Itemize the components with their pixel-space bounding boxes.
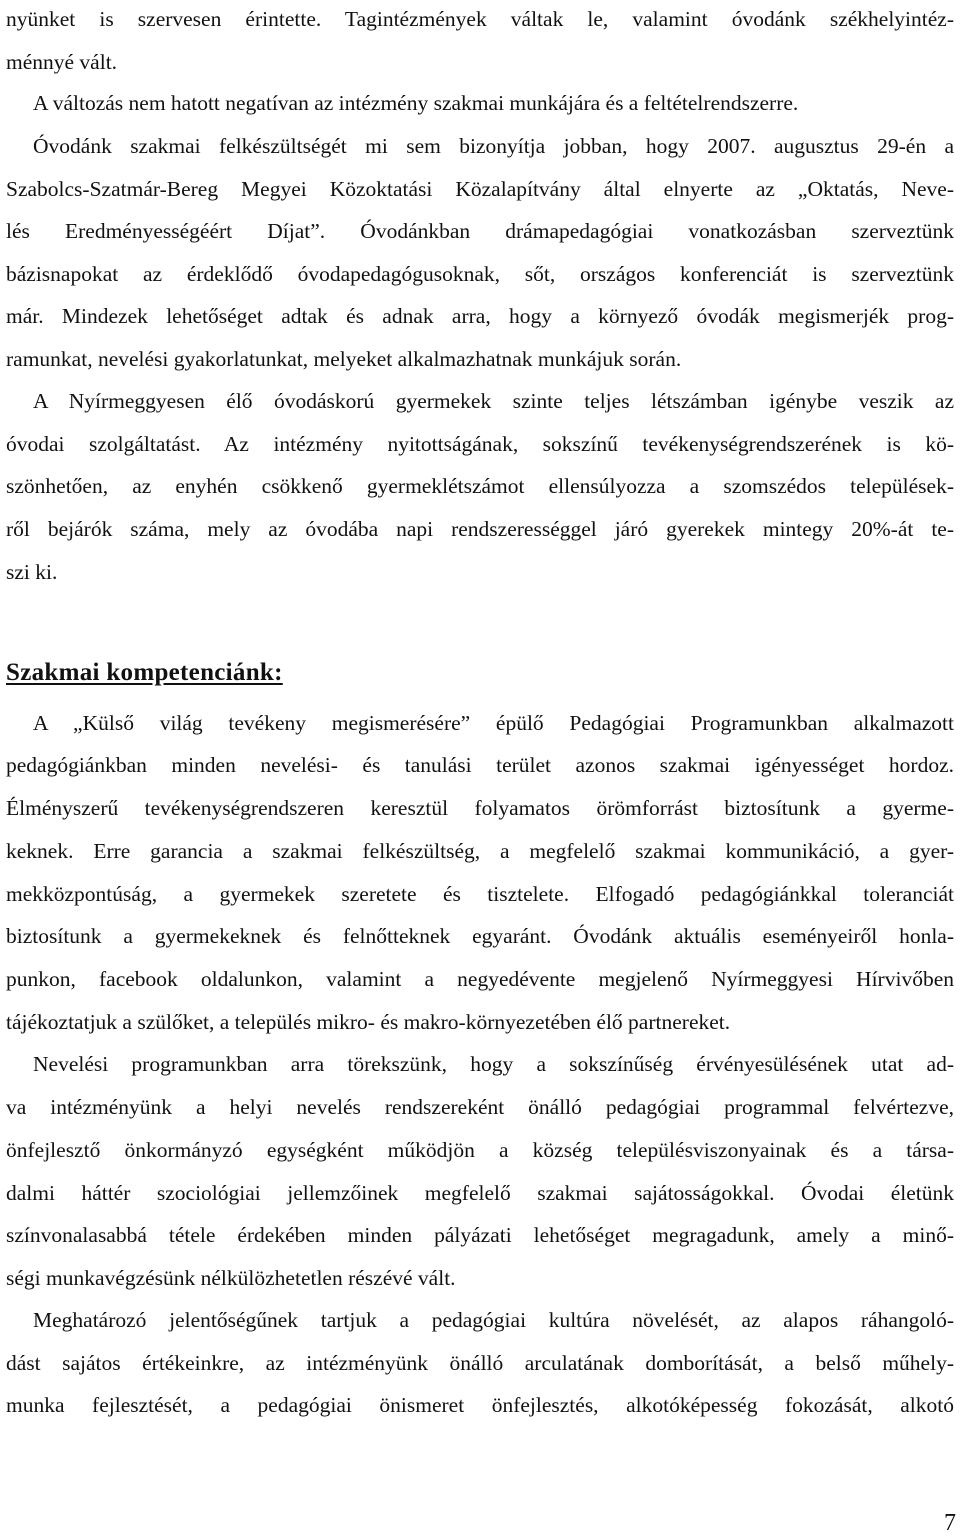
text-line: keknek. Erre garancia a szakmai felkészültség, a megfelelő szakmai kommunikáció, a gyer- [6, 839, 954, 863]
text-line: önfejlesztő önkormányzó egységként működjön a község településviszonyainak és a társa- [6, 1138, 954, 1162]
text-line: szönhetően, az enyhén csökkenő gyermeklétszámot ellensúlyozza a szomszédos települések- [6, 474, 954, 498]
text-line: Élményszerű tevékenységrendszeren keresztül folyamatos örömforrást biztosítunk a gyerme- [6, 796, 954, 820]
text-line: Nevelési programunkban arra törekszünk, hogy a sokszínűség érvényesülésének utat ad- [33, 1052, 954, 1076]
text-line: va intézményünk a helyi nevelés rendszereként önálló pedagógiai programmal felvértezve, [6, 1095, 954, 1119]
section-heading: Szakmai kompetenciánk: [6, 659, 283, 686]
text-line: Óvodánk szakmai felkészültségét mi sem bizonyítja jobban, hogy 2007. augusztus 29-én a [33, 134, 954, 158]
text-line: nyünket is szervesen érintette. Tagintézmények váltak le, valamint óvodánk székhelyintéz- [6, 7, 954, 31]
text-line: dást sajátos értékeinkre, az intézményünk önálló arculatának domborítását, a belső műhely- [6, 1351, 954, 1375]
text-line: ramunkat, nevelési gyakorlatunkat, melyeket alkalmazhatnak munkájuk során. [6, 347, 682, 371]
text-line: ről bejárók száma, mely az óvodába napi rendszerességgel járó gyerekek mintegy 20%-át te- [6, 517, 954, 541]
page-number: 7 [944, 1510, 956, 1536]
text-line: biztosítunk a gyermekeknek és felnőtteknek egyaránt. Óvodánk aktuális eseményeiről honla- [6, 924, 954, 948]
text-line: Szabolcs-Szatmár-Bereg Megyei Közoktatási Közalapítvány által elnyerte az „Oktatás, Neve- [6, 177, 954, 201]
text-line: A Nyírmeggyesen élő óvodáskorú gyermekek szinte teljes létszámban igénybe veszik az [33, 389, 954, 413]
text-line: óvodai szolgáltatást. Az intézmény nyitottságának, sokszínű tevékenységrendszerének is kö- [6, 432, 954, 456]
text-line: dalmi háttér szociológiai jellemzőinek megfelelő szakmai sajátosságokkal. Óvodai életünk [6, 1181, 954, 1205]
text-line: lés Eredményességéért Díjat”. Óvodánkban drámapedagógiai vonatkozásban szerveztünk [6, 219, 954, 243]
text-line: Meghatározó jelentőségűnek tartjuk a pedagógiai kultúra növelését, az alapos ráhangoló- [33, 1308, 954, 1332]
text-line: mekközpontúság, a gyermekek szeretete és tisztelete. Elfogadó pedagógiánkkal toleranciát [6, 882, 954, 906]
text-line: bázisnapokat az érdeklődő óvodapedagógusoknak, sőt, országos konferenciát is szerveztünk [6, 262, 954, 286]
text-line: ménnyé vált. [6, 50, 118, 74]
text-line: ségi munkavégzésünk nélkülözhetetlen részévé vált. [6, 1266, 456, 1290]
text-line: punkon, facebook oldalunkon, valamint a negyedévente megjelenő Nyírmeggyesi Hírvivőben [6, 967, 954, 991]
text-line: A változás nem hatott negatívan az intézmény szakmai munkájára és a feltételrendszerre. [33, 91, 799, 115]
text-line: munka fejlesztését, a pedagógiai önismeret önfejlesztés, alkotóképesség fokozását, alkotó [6, 1393, 954, 1417]
text-line: szi ki. [6, 560, 58, 584]
text-line: tájékoztatjuk a szülőket, a település mikro- és makro-környezetében élő partnereket. [6, 1010, 731, 1034]
text-line: A „Külső világ tevékeny megismerésére” épülő Pedagógiai Programunkban alkalmazott [33, 711, 954, 735]
text-line: pedagógiánkban minden nevelési- és tanulási terület azonos szakmai igényességet hordoz. [6, 753, 954, 777]
text-line: színvonalasabbá tétele érdekében minden pályázati lehetőséget megragadunk, amely a minő- [6, 1223, 954, 1247]
text-line: már. Mindezek lehetőséget adtak és adnak arra, hogy a környező óvodák megismerjék prog- [6, 304, 954, 328]
